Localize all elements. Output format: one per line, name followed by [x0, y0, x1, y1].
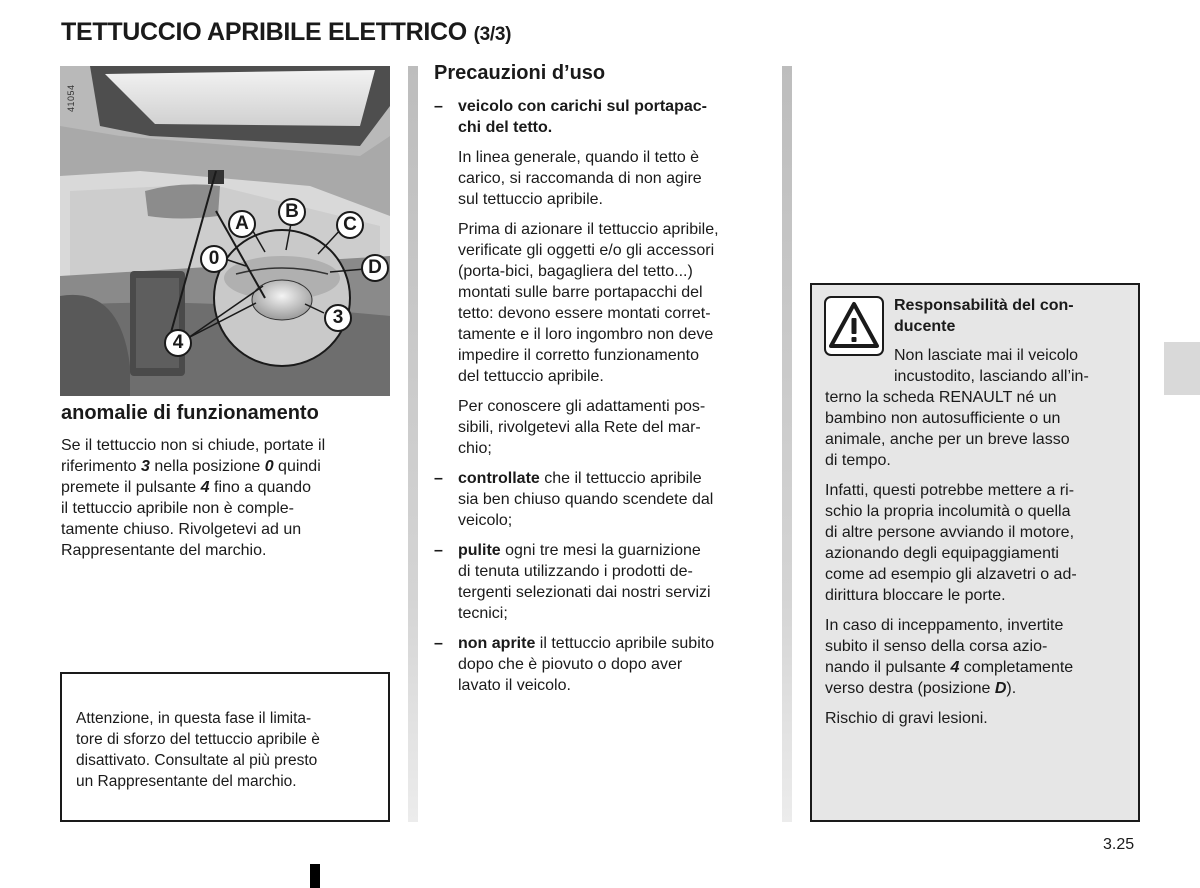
responsibility-title: Responsabilità del con- ducente — [894, 297, 1074, 335]
page-title-suffix: (3/3) — [473, 24, 512, 45]
responsibility-paragraph: terno la scheda RENAULT né un bambino non autosufficiente o un animale, anche per un breve lasso di tempo. — [825, 389, 1070, 469]
list-item-paragraph: Prima di azionare il tettuccio apribile, verificate gli oggetti e/o gli accessori (porta-bici, bagagliera del tetto...) montati sulle barre portapacchi del tetto: devono essere montati corret- tamente e il loro ingombro non deve impedire il corretto funzionamento del tettuccio apribile. — [458, 221, 719, 385]
list-item-text — [458, 633, 766, 696]
responsibility-box — [810, 283, 1140, 822]
list-item-text — [458, 540, 766, 624]
responsibility-paragraph: Rischio di gravi lesioni. — [825, 710, 988, 727]
callout-d: D — [361, 254, 389, 282]
responsibility-paragraph: In caso di inceppamento, invertite subito il senso della corsa azio- nando il pulsante 4 completamente verso destra (posizione D). — [825, 617, 1074, 697]
anomalie-body — [61, 435, 390, 561]
list-item-bold: controllate — [458, 470, 540, 487]
attention-text: Attenzione, in questa fase il limita- tore di sforzo del tettuccio apribile è disattivato. Consultate al più presto un Rappresentante del marchio. — [76, 710, 320, 790]
list-dash: – — [434, 98, 443, 115]
column-divider-left — [408, 66, 418, 822]
list-item — [434, 540, 766, 624]
callout-3: 3 — [324, 304, 352, 332]
list-item — [434, 633, 766, 696]
warning-triangle-icon — [824, 296, 884, 356]
page-number: 3.25 — [1103, 836, 1135, 853]
list-item-paragraph: Per conoscere gli adattamenti pos- sibili, rivolgetevi alla Rete del mar- chio; — [458, 398, 706, 457]
list-item-rest: il tettuccio apribile subito dopo che è piovuto o dopo aver lavato il veicolo. — [458, 635, 715, 694]
page-title — [61, 18, 511, 47]
list-item — [434, 468, 766, 531]
responsibility-paragraph: Infatti, questi potrebbe mettere a ri- schio la propria incolumità o quella di altre persone avviando il motore, azionando degli equipaggiamenti come ad esempio gli alzavetri o ad- dirittura bloccare le porte. — [825, 482, 1077, 604]
figure-code: 41054 — [66, 84, 76, 112]
page-title-main: TETTUCCIO APRIBILE ELETTRICO — [61, 18, 467, 46]
list-item-paragraph: In linea generale, quando il tetto è carico, si raccomanda di non agire sul tettuccio apribile. — [458, 149, 702, 208]
list-dash: – — [434, 635, 443, 652]
precautions-list — [434, 96, 766, 696]
list-dash: – — [434, 470, 443, 487]
callout-0: 0 — [200, 245, 228, 273]
section-tab — [1164, 342, 1200, 395]
list-item — [434, 96, 766, 459]
callout-b: B — [278, 198, 306, 226]
list-item-text — [458, 468, 766, 531]
responsibility-body — [825, 387, 1130, 729]
anomalie-text: Se il tettuccio non si chiude, portate il riferimento 3 nella posizione 0 quindi premete il pulsante 4 fino a quando il tettuccio apribile non è comple- tamente chiuso. Rivolgetevi ad un Rappresentante del marchio. — [61, 437, 326, 559]
list-item-lead: veicolo con carichi sul portapac- chi del tetto. — [458, 98, 707, 136]
crop-mark — [310, 864, 320, 888]
callout-4: 4 — [164, 329, 192, 357]
list-item-rest: che il tettuccio apribile sia ben chiuso quando scendete dal veicolo; — [458, 470, 714, 529]
attention-box — [60, 672, 390, 822]
column-divider-right — [782, 66, 792, 822]
list-item-bold: pulite — [458, 542, 501, 559]
precautions-heading: Precauzioni d’uso — [434, 62, 606, 84]
list-dash: – — [434, 542, 443, 559]
responsibility-first-lines: Non lasciate mai il veicolo incustodito, lasciando all’in- — [894, 347, 1089, 385]
list-item-bold: non aprite — [458, 635, 536, 652]
anomalie-heading: anomalie di funzionamento — [61, 402, 319, 424]
callout-a: A — [228, 210, 256, 238]
callout-c: C — [336, 211, 364, 239]
sunroof-control-figure — [60, 66, 390, 396]
list-item-rest: ogni tre mesi la guarnizione di tenuta utilizzando i prodotti de- tergenti selezionati dai nostri servizi tecnici; — [458, 542, 711, 622]
